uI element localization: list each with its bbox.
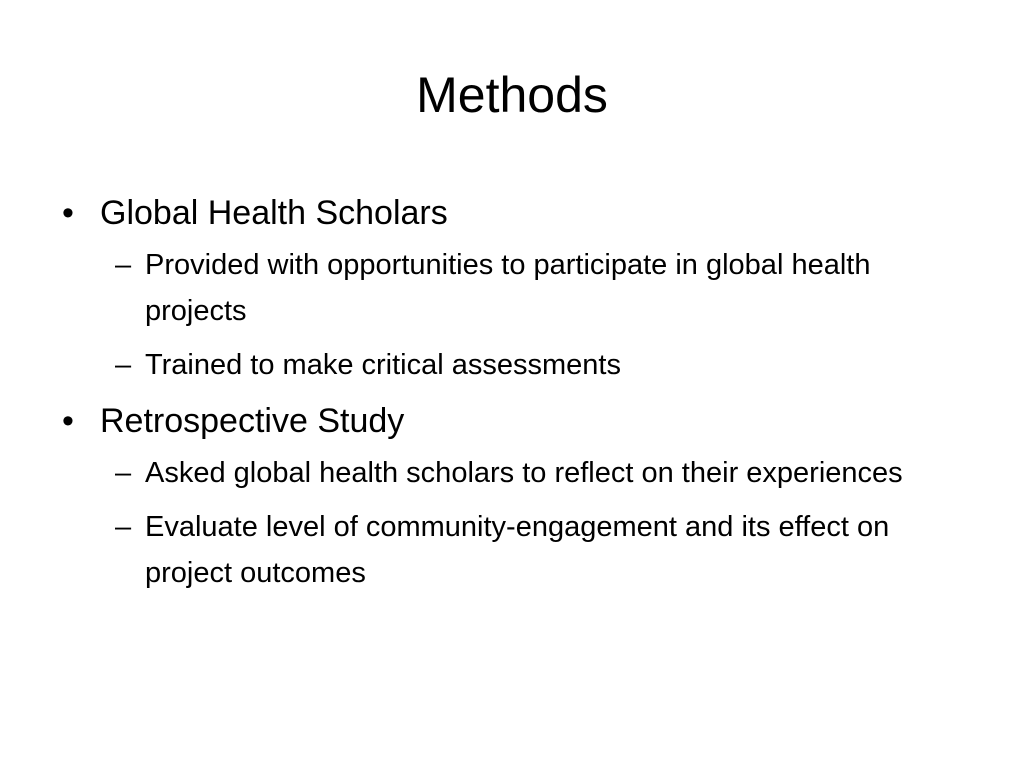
- dash-icon: –: [115, 349, 132, 381]
- bullet-list: [60, 190, 960, 606]
- bullet-heading: Retrospective Study: [100, 402, 405, 440]
- sub-bullet-text: Asked global health scholars to reflect on their experiences: [145, 457, 903, 489]
- bullet-item-global-health-scholars: [60, 190, 960, 388]
- sub-bullet-text: Provided with opportunities to participate in global health projects: [145, 249, 871, 327]
- sub-bullet-list: [100, 242, 960, 388]
- sub-bullet-item: [100, 504, 905, 596]
- slide-title: Methods: [416, 67, 608, 123]
- bullet-icon: •: [62, 194, 74, 232]
- sub-bullet-item: [100, 342, 905, 388]
- sub-bullet-item: [100, 242, 905, 334]
- dash-icon: –: [115, 511, 132, 543]
- sub-bullet-item: [100, 450, 905, 496]
- bullet-icon: •: [62, 402, 74, 440]
- dash-icon: –: [115, 457, 132, 489]
- bullet-item-retrospective-study: [60, 398, 960, 596]
- sub-bullet-text: Trained to make critical assessments: [145, 349, 621, 381]
- sub-bullet-text: Evaluate level of community-engagement and its effect on project outcomes: [145, 511, 890, 589]
- sub-bullet-list: [100, 450, 960, 596]
- bullet-heading: Global Health Scholars: [100, 194, 448, 232]
- dash-icon: –: [115, 249, 132, 281]
